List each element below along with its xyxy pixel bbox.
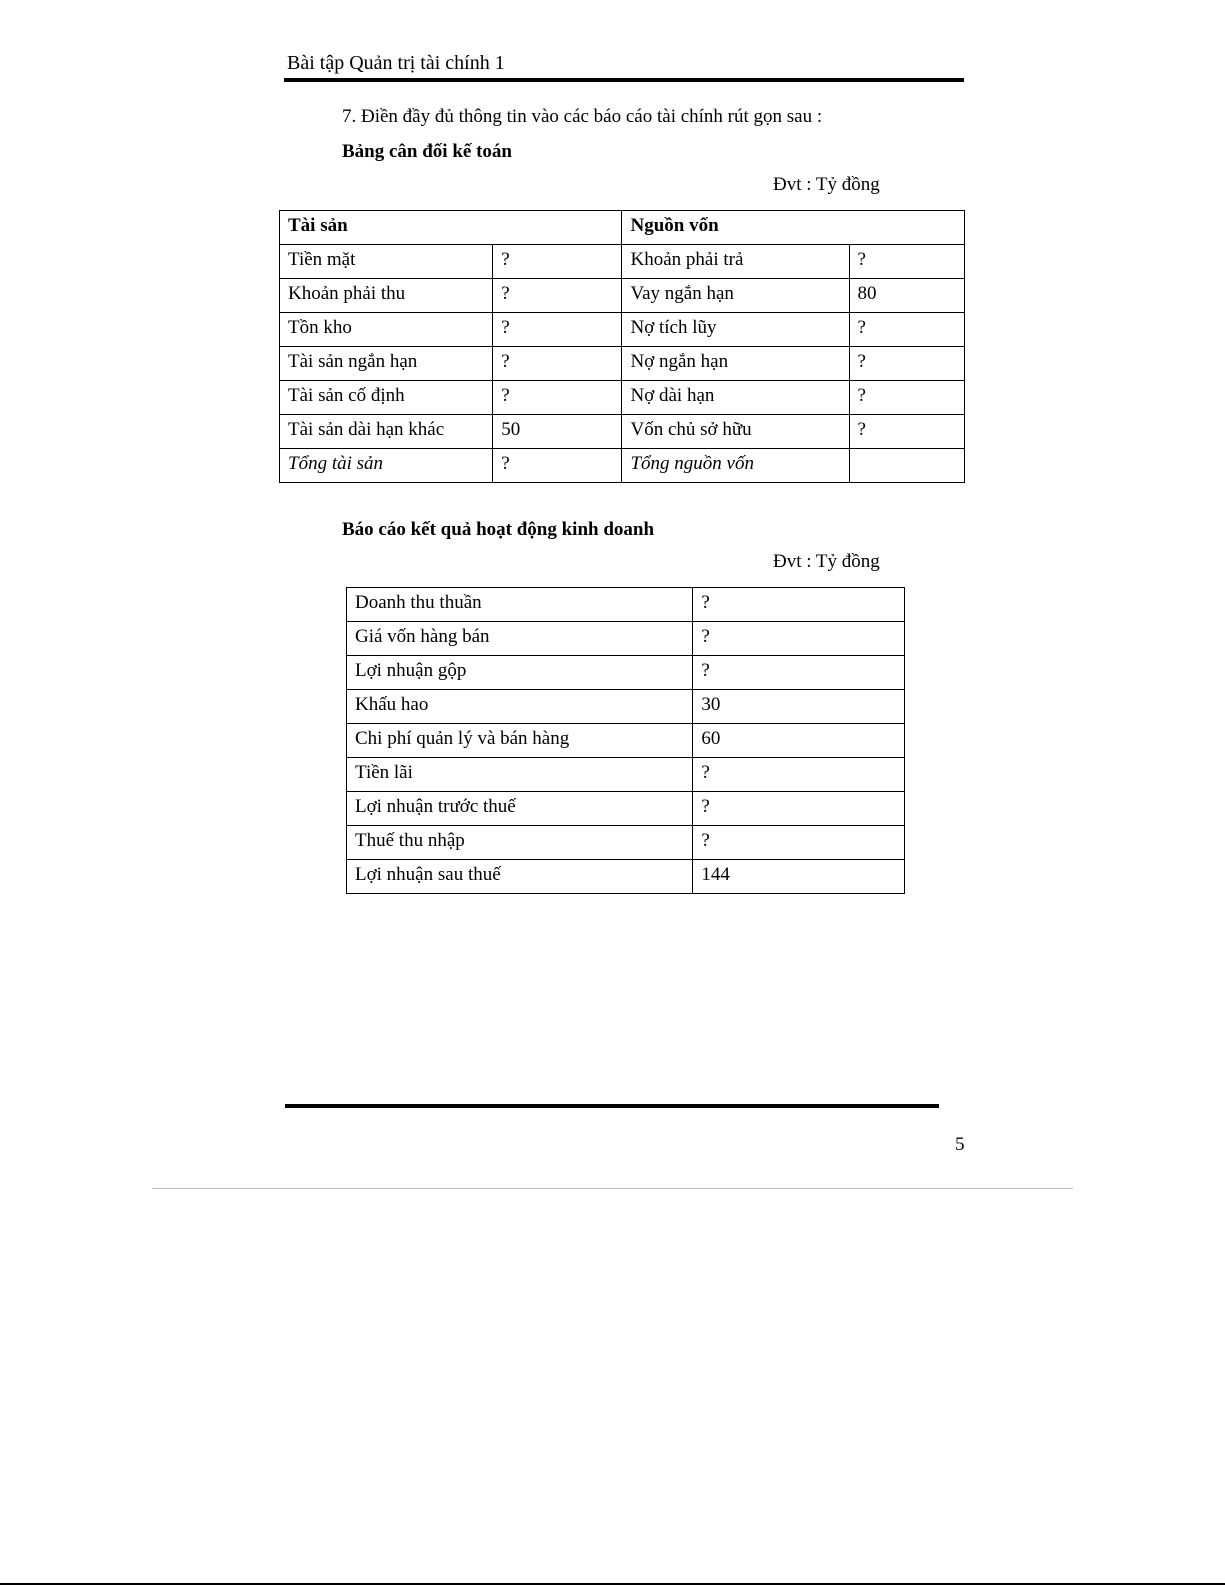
income-value: ? — [693, 622, 905, 656]
table-row — [347, 622, 905, 656]
footer-divider — [285, 1104, 939, 1108]
income-value: 144 — [693, 860, 905, 894]
table-total-row — [280, 449, 965, 483]
header-divider — [284, 78, 964, 82]
table-row — [347, 656, 905, 690]
balance-sheet-table — [279, 210, 965, 483]
table-row — [347, 724, 905, 758]
income-label: Thuế thu nhập — [347, 826, 693, 860]
asset-value: ? — [493, 381, 622, 415]
total-liabilities-value — [849, 449, 964, 483]
liability-label: Nợ tích lũy — [622, 313, 849, 347]
asset-label: Tài sản ngắn hạn — [280, 347, 493, 381]
asset-label: Tài sản dài hạn khác — [280, 415, 493, 449]
table-row — [347, 758, 905, 792]
asset-value: ? — [493, 245, 622, 279]
balance-sheet-unit: Đvt : Tỷ đồng — [773, 174, 880, 195]
table-row — [280, 245, 965, 279]
asset-label: Tồn kho — [280, 313, 493, 347]
liability-value: ? — [849, 415, 964, 449]
asset-value: ? — [493, 313, 622, 347]
income-value: 60 — [693, 724, 905, 758]
table-row — [347, 588, 905, 622]
income-value: ? — [693, 656, 905, 690]
income-value: 30 — [693, 690, 905, 724]
page-header-title: Bài tập Quản trị tài chính 1 — [287, 52, 505, 74]
liability-label: Khoản phải trả — [622, 245, 849, 279]
liability-value: ? — [849, 381, 964, 415]
liability-value: ? — [849, 245, 964, 279]
liability-value: ? — [849, 313, 964, 347]
income-label: Chi phí quản lý và bán hàng — [347, 724, 693, 758]
balance-sheet-header-row — [280, 211, 965, 245]
income-label: Tiền lãi — [347, 758, 693, 792]
income-value: ? — [693, 826, 905, 860]
asset-value: ? — [493, 347, 622, 381]
asset-label: Tài sản cố định — [280, 381, 493, 415]
page-separator — [152, 1188, 1073, 1189]
balance-sheet-title: Bảng cân đối kế toán — [342, 141, 512, 162]
liability-label: Vốn chủ sở hữu — [622, 415, 849, 449]
asset-label: Khoản phải thu — [280, 279, 493, 313]
table-row — [347, 792, 905, 826]
table-row — [280, 279, 965, 313]
income-label: Lợi nhuận gộp — [347, 656, 693, 690]
income-value: ? — [693, 588, 905, 622]
liabilities-header: Nguồn vốn — [622, 211, 965, 245]
table-row — [280, 313, 965, 347]
income-label: Lợi nhuận trước thuế — [347, 792, 693, 826]
table-row — [347, 826, 905, 860]
asset-value: ? — [493, 279, 622, 313]
income-label: Khấu hao — [347, 690, 693, 724]
income-statement-table — [346, 587, 905, 894]
table-row — [347, 690, 905, 724]
question-text: 7. Điền đầy đủ thông tin vào các báo cáo tài chính rút gọn sau : — [342, 106, 823, 127]
liability-value: 80 — [849, 279, 964, 313]
liability-label: Vay ngắn hạn — [622, 279, 849, 313]
liability-value: ? — [849, 347, 964, 381]
income-statement-unit: Đvt : Tỷ đồng — [773, 551, 880, 572]
income-value: ? — [693, 758, 905, 792]
assets-header: Tài sản — [280, 211, 622, 245]
income-label: Lợi nhuận sau thuế — [347, 860, 693, 894]
income-statement-title: Báo cáo kết quả hoạt động kinh doanh — [342, 519, 655, 540]
income-label: Doanh thu thuần — [347, 588, 693, 622]
total-assets-value: ? — [493, 449, 622, 483]
table-row — [280, 347, 965, 381]
table-row — [280, 415, 965, 449]
total-assets-label: Tổng tài sản — [280, 449, 493, 483]
asset-value: 50 — [493, 415, 622, 449]
liability-label: Nợ dài hạn — [622, 381, 849, 415]
page-number: 5 — [955, 1134, 965, 1155]
table-row — [280, 381, 965, 415]
table-row — [347, 860, 905, 894]
income-value: ? — [693, 792, 905, 826]
liability-label: Nợ ngắn hạn — [622, 347, 849, 381]
total-liabilities-label: Tổng nguồn vốn — [622, 449, 849, 483]
asset-label: Tiền mặt — [280, 245, 493, 279]
income-label: Giá vốn hàng bán — [347, 622, 693, 656]
